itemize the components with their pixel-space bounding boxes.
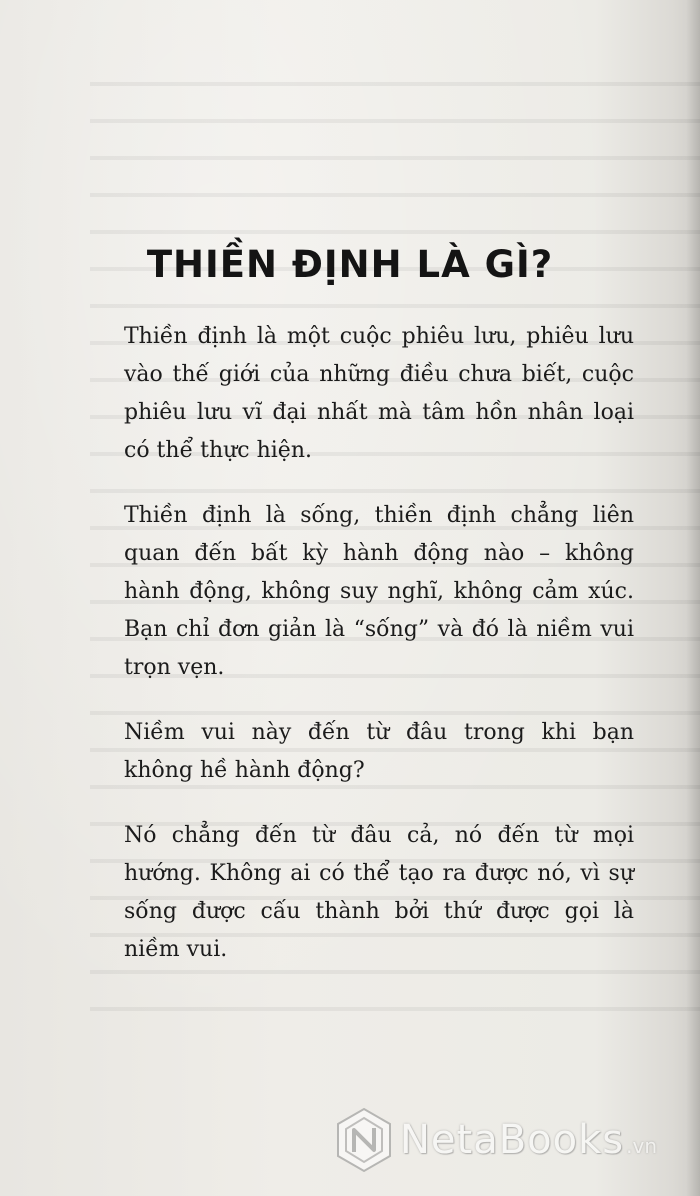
text-line: hành động, không suy nghĩ, không cảm xúc. bbox=[124, 579, 634, 604]
body-text bbox=[124, 318, 634, 996]
paragraph-1 bbox=[124, 318, 634, 470]
page-edge-shadow bbox=[686, 0, 700, 1196]
watermark bbox=[334, 1106, 657, 1174]
text-line: sống được cấu thành bởi thứ được gọi là bbox=[124, 899, 634, 924]
text-line: phiêu lưu vĩ đại nhất mà tâm hồn nhân loại bbox=[124, 400, 634, 425]
chapter-title: THIỀN ĐỊNH LÀ GÌ? bbox=[146, 242, 554, 286]
text-line: quan đến bất kỳ hành động nào – không bbox=[124, 541, 634, 566]
watermark-brand: NetaBooks bbox=[400, 1117, 625, 1163]
netabooks-logo-icon bbox=[334, 1106, 394, 1174]
text-line: Bạn chỉ đơn giản là “sống” và đó là niềm vui bbox=[124, 617, 634, 642]
text-line: không hề hành động? bbox=[124, 758, 365, 783]
paragraph-4 bbox=[124, 817, 634, 969]
text-line: có thể thực hiện. bbox=[124, 438, 312, 463]
text-line: hướng. Không ai có thể tạo ra được nó, vì sự bbox=[124, 861, 634, 886]
text-line: niềm vui. bbox=[124, 937, 228, 962]
paragraph-3 bbox=[124, 714, 634, 790]
text-line: vào thế giới của những điều chưa biết, cuộc bbox=[124, 362, 634, 387]
text-line: Thiền định là một cuộc phiêu lưu, phiêu lưu bbox=[124, 324, 634, 349]
watermark-suffix: .vn bbox=[626, 1134, 657, 1158]
paragraph-2 bbox=[124, 497, 634, 687]
text-line: trọn vẹn. bbox=[124, 655, 225, 680]
text-line: Niềm vui này đến từ đâu trong khi bạn bbox=[124, 720, 634, 745]
text-line: Nó chẳng đến từ đâu cả, nó đến từ mọi bbox=[124, 823, 634, 848]
text-line: Thiền định là sống, thiền định chẳng liên bbox=[124, 503, 634, 528]
